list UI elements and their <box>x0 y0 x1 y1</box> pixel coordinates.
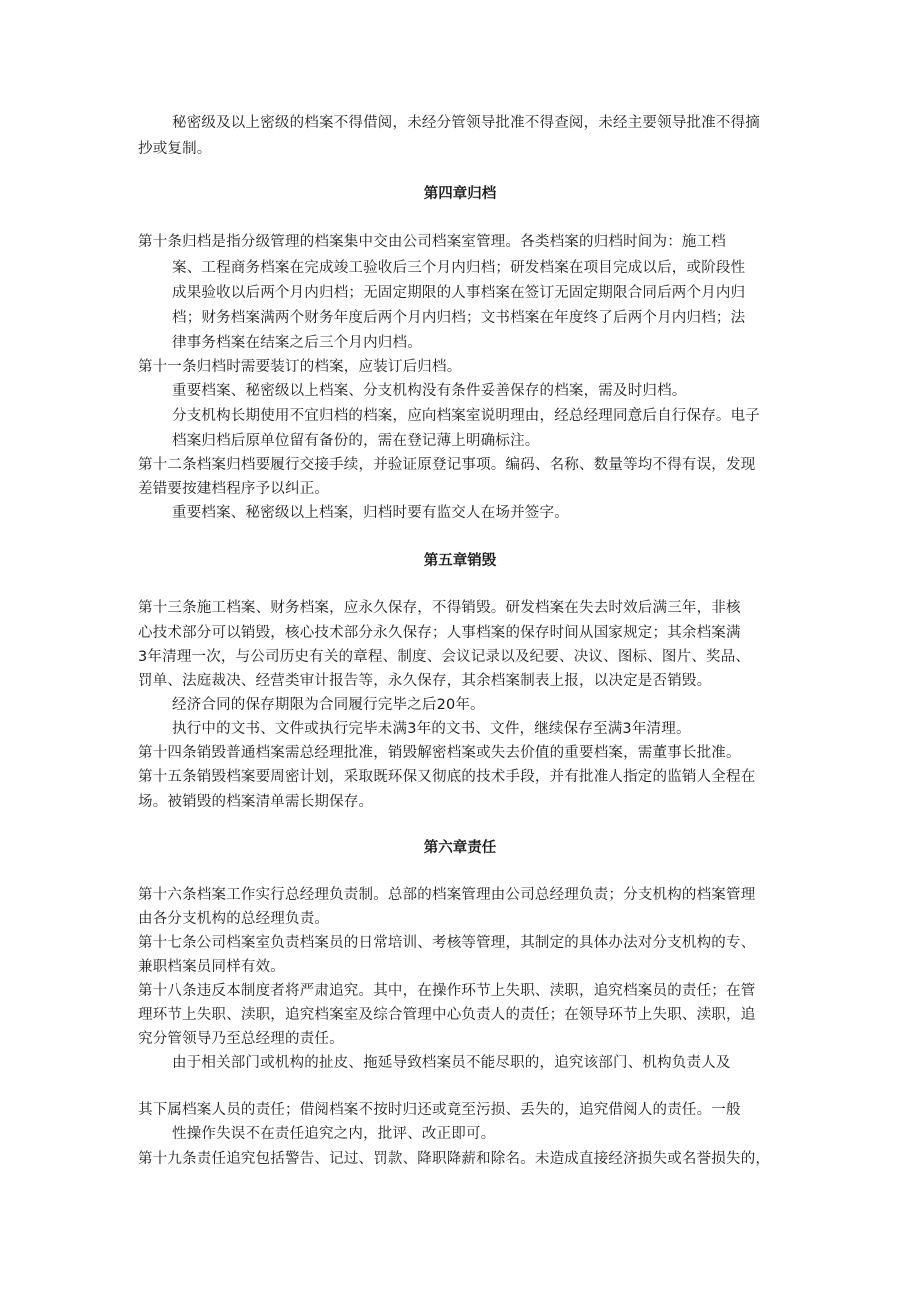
paragraph-line: 场。被销毁的档案清单需长期保存。 <box>138 794 374 810</box>
chapter-5-heading: 第五章销毁 <box>423 553 497 569</box>
paragraph-line: 第十七条公司档案室负责档案员的日常培训、考核等管理，其制定的具体办法对分支机构的专、 <box>138 935 756 951</box>
paragraph-line: 秘密级及以上密级的档案不得借阅，未经分管领导批准不得查阅，未经主要领导批准不得摘 <box>172 115 760 131</box>
paragraph-line: 第十五条销毁档案要周密计划，采取既环保又彻底的技术手段，并有批准人指定的监销人全程在 <box>138 769 756 785</box>
paragraph-line: 理环节上失职、渎职，追究档案室及综合管理中心负责人的责任；在领导环节上失职、渎职，追 <box>138 1007 756 1023</box>
paragraph-line: 差错要按建档程序予以纠正。 <box>138 481 330 497</box>
paragraph-line: 抄或复制。 <box>138 141 212 157</box>
paragraph-line: 分支机构长期使用不宜归档的档案，应向档案室说明理由，经总经理同意后自行保存。电子 <box>172 408 760 424</box>
paragraph-line: 案、工程商务档案在完成竣工验收后三个月内归档；研发档案在项目完成以后，或阶段性 <box>172 260 746 276</box>
paragraph-line: 第十六条档案工作实行总经理负责制。总部的档案管理由公司总经理负责；分支机构的档案管理 <box>138 887 756 903</box>
paragraph-line: 罚单、法庭裁决、经营类审计报告等，永久保存，其余档案制表上报，以决定是否销毁。 <box>138 673 712 689</box>
paragraph-line: 第十二条档案归档要履行交接手续，并验证原登记事项。编码、名称、数量等均不得有误，发现 <box>138 457 756 473</box>
chapter-4-heading: 第四章归档 <box>423 186 497 202</box>
paragraph-line: 执行中的文书、文件或执行完毕未满3年的文书、文件，继续保存至满3年清理。 <box>172 721 691 737</box>
paragraph-line: 究分管领导乃至总经理的责任。 <box>138 1031 344 1047</box>
paragraph-line: 第十四条销毁普通档案需总经理批准，销毁解密档案或失去价值的重要档案，需董事长批准。 <box>138 745 741 761</box>
paragraph-line: 第十三条施工档案、财务档案，应永久保存，不得销毁。研发档案在失去时效后满三年，非核 <box>138 600 741 616</box>
chapter-6-heading: 第六章责任 <box>423 840 497 856</box>
paragraph-line: 3年清理一次，与公司历史有关的章程、制度、会议记录以及纪要、决议、图标、图片、奖品、 <box>138 649 751 665</box>
paragraph-line: 律事务档案在结案之后三个月内归档。 <box>172 335 422 351</box>
paragraph-line: 经济合同的保存期限为合同履行完毕之后20年。 <box>172 697 485 713</box>
paragraph-line: 第十条归档是指分级管理的档案集中交由公司档案室管理。各类档案的归档时间为：施工档 <box>138 234 726 250</box>
paragraph-line: 重要档案、秘密级以上档案，归档时要有监交人在场并签字。 <box>172 505 569 521</box>
paragraph-line: 由各分支机构的总经理负责。 <box>138 911 330 927</box>
paragraph-line: 重要档案、秘密级以上档案、分支机构没有条件妥善保存的档案，需及时归档。 <box>172 383 687 399</box>
paragraph-line: 第十一条归档时需要装订的档案，应装订后归档。 <box>138 359 462 375</box>
paragraph-line: 其下属档案人员的责任；借阅档案不按时归还或竟至污损、丢失的，追究借阅人的责任。一般 <box>138 1102 741 1118</box>
paragraph-line: 第十九条责任追究包括警告、记过、罚款、降职降薪和除名。未造成直接经济损失或名誉损失的， <box>138 1151 771 1167</box>
paragraph-line: 档案归档后原单位留有备份的，需在登记薄上明确标注。 <box>172 433 540 449</box>
paragraph-line: 档；财务档案满两个财务年度后两个月内归档；文书档案在年度终了后两个月内归档；法 <box>172 310 746 326</box>
paragraph-line: 心技术部分可以销毁，核心技术部分永久保存；人事档案的保存时间从国家规定；其余档案满 <box>138 625 741 641</box>
paragraph-line: 由于相关部门或机构的扯皮、拖延导致档案员不能尽职的，追究该部门、机构负责人及 <box>172 1055 731 1071</box>
paragraph-line: 成果验收以后两个月内归档；无固定期限的人事档案在签订无固定期限合同后两个月内归 <box>172 285 746 301</box>
paragraph-line: 第十八条违反本制度者将严肃追究。其中，在操作环节上失职、渎职，追究档案员的责任；在管 <box>138 983 756 999</box>
paragraph-line: 兼职档案员同样有效。 <box>138 959 285 975</box>
paragraph-line: 性操作失误不在责任追究之内，批评、改正即可。 <box>172 1126 496 1142</box>
